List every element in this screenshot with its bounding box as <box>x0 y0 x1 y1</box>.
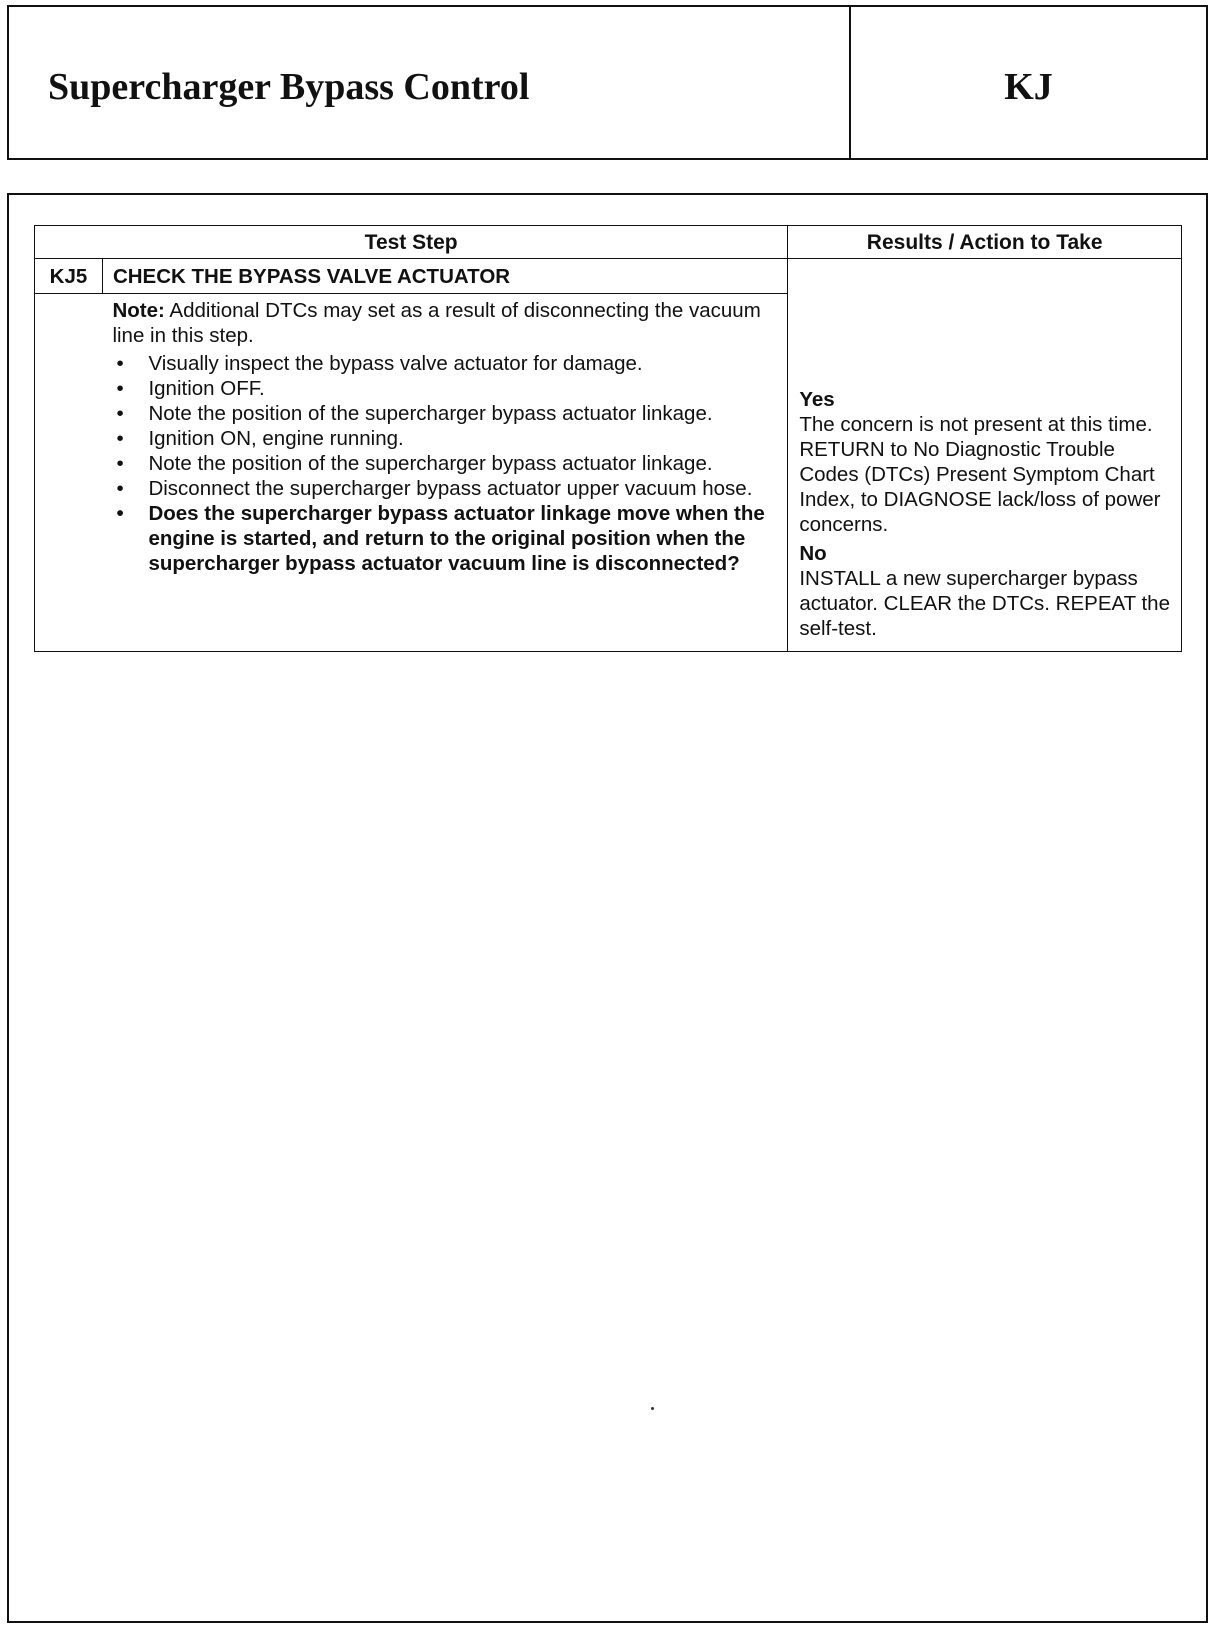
instruction-text: Ignition OFF. <box>148 377 265 400</box>
note-label: Note: <box>112 299 165 322</box>
step-id: KJ5 <box>35 259 103 294</box>
step-note <box>112 298 777 348</box>
note-text: Additional DTCs may set as a result of disconnecting the vacuum line in this step. <box>112 299 761 347</box>
table-header-row <box>35 226 1182 259</box>
list-item <box>112 426 777 451</box>
list-item <box>112 451 777 476</box>
bullet-icon: • <box>116 377 124 400</box>
instruction-text: Disconnect the supercharger bypass actuator upper vacuum hose. <box>148 477 753 500</box>
step-body <box>102 294 787 652</box>
scan-speck <box>651 1407 654 1410</box>
result-yes-text: The concern is not present at this time. RETURN to No Diagnostic Trouble Codes (DTCs) Present Symptom Chart Index, to DIAGNOSE lack/loss of power concerns. <box>799 413 1161 536</box>
test-step-table <box>34 225 1182 652</box>
bullet-icon: • <box>116 427 124 450</box>
result-no-label: No <box>799 542 827 565</box>
list-item <box>112 351 777 376</box>
instruction-text: Ignition ON, engine running. <box>148 427 404 450</box>
step-heading: CHECK THE BYPASS VALVE ACTUATOR <box>102 259 787 294</box>
instruction-text: Note the position of the supercharger bypass actuator linkage. <box>148 402 713 425</box>
step-question: Does the supercharger bypass actuator linkage move when the engine is started, and return to the original position when the supercharger bypass actuator vacuum line is disconnected? <box>148 502 765 575</box>
bullet-icon: • <box>116 477 124 500</box>
results-column-header: Results / Action to Take <box>788 226 1182 259</box>
list-item <box>112 376 777 401</box>
step-heading-row <box>35 259 1182 294</box>
instruction-text: Note the position of the supercharger bypass actuator linkage. <box>148 452 713 475</box>
bullet-icon: • <box>116 352 124 375</box>
instruction-text: Visually inspect the bypass valve actuator for damage. <box>148 352 643 375</box>
bullet-icon: • <box>116 452 124 475</box>
test-step-column-header: Test Step <box>35 226 788 259</box>
page-header <box>7 5 1208 160</box>
section-code: KJ <box>1004 66 1053 108</box>
bullet-icon: • <box>116 502 124 525</box>
list-item <box>112 476 777 501</box>
result-no-text: INSTALL a new supercharger bypass actuator. CLEAR the DTCs. REPEAT the self-test. <box>799 567 1170 640</box>
step-id-spacer <box>35 294 103 652</box>
list-item <box>112 401 777 426</box>
step-instructions <box>112 351 777 576</box>
page-title: Supercharger Bypass Control <box>48 66 530 108</box>
result-yes-label: Yes <box>799 388 835 411</box>
bullet-icon: • <box>116 402 124 425</box>
list-item <box>112 501 777 576</box>
results-cell <box>788 259 1182 652</box>
